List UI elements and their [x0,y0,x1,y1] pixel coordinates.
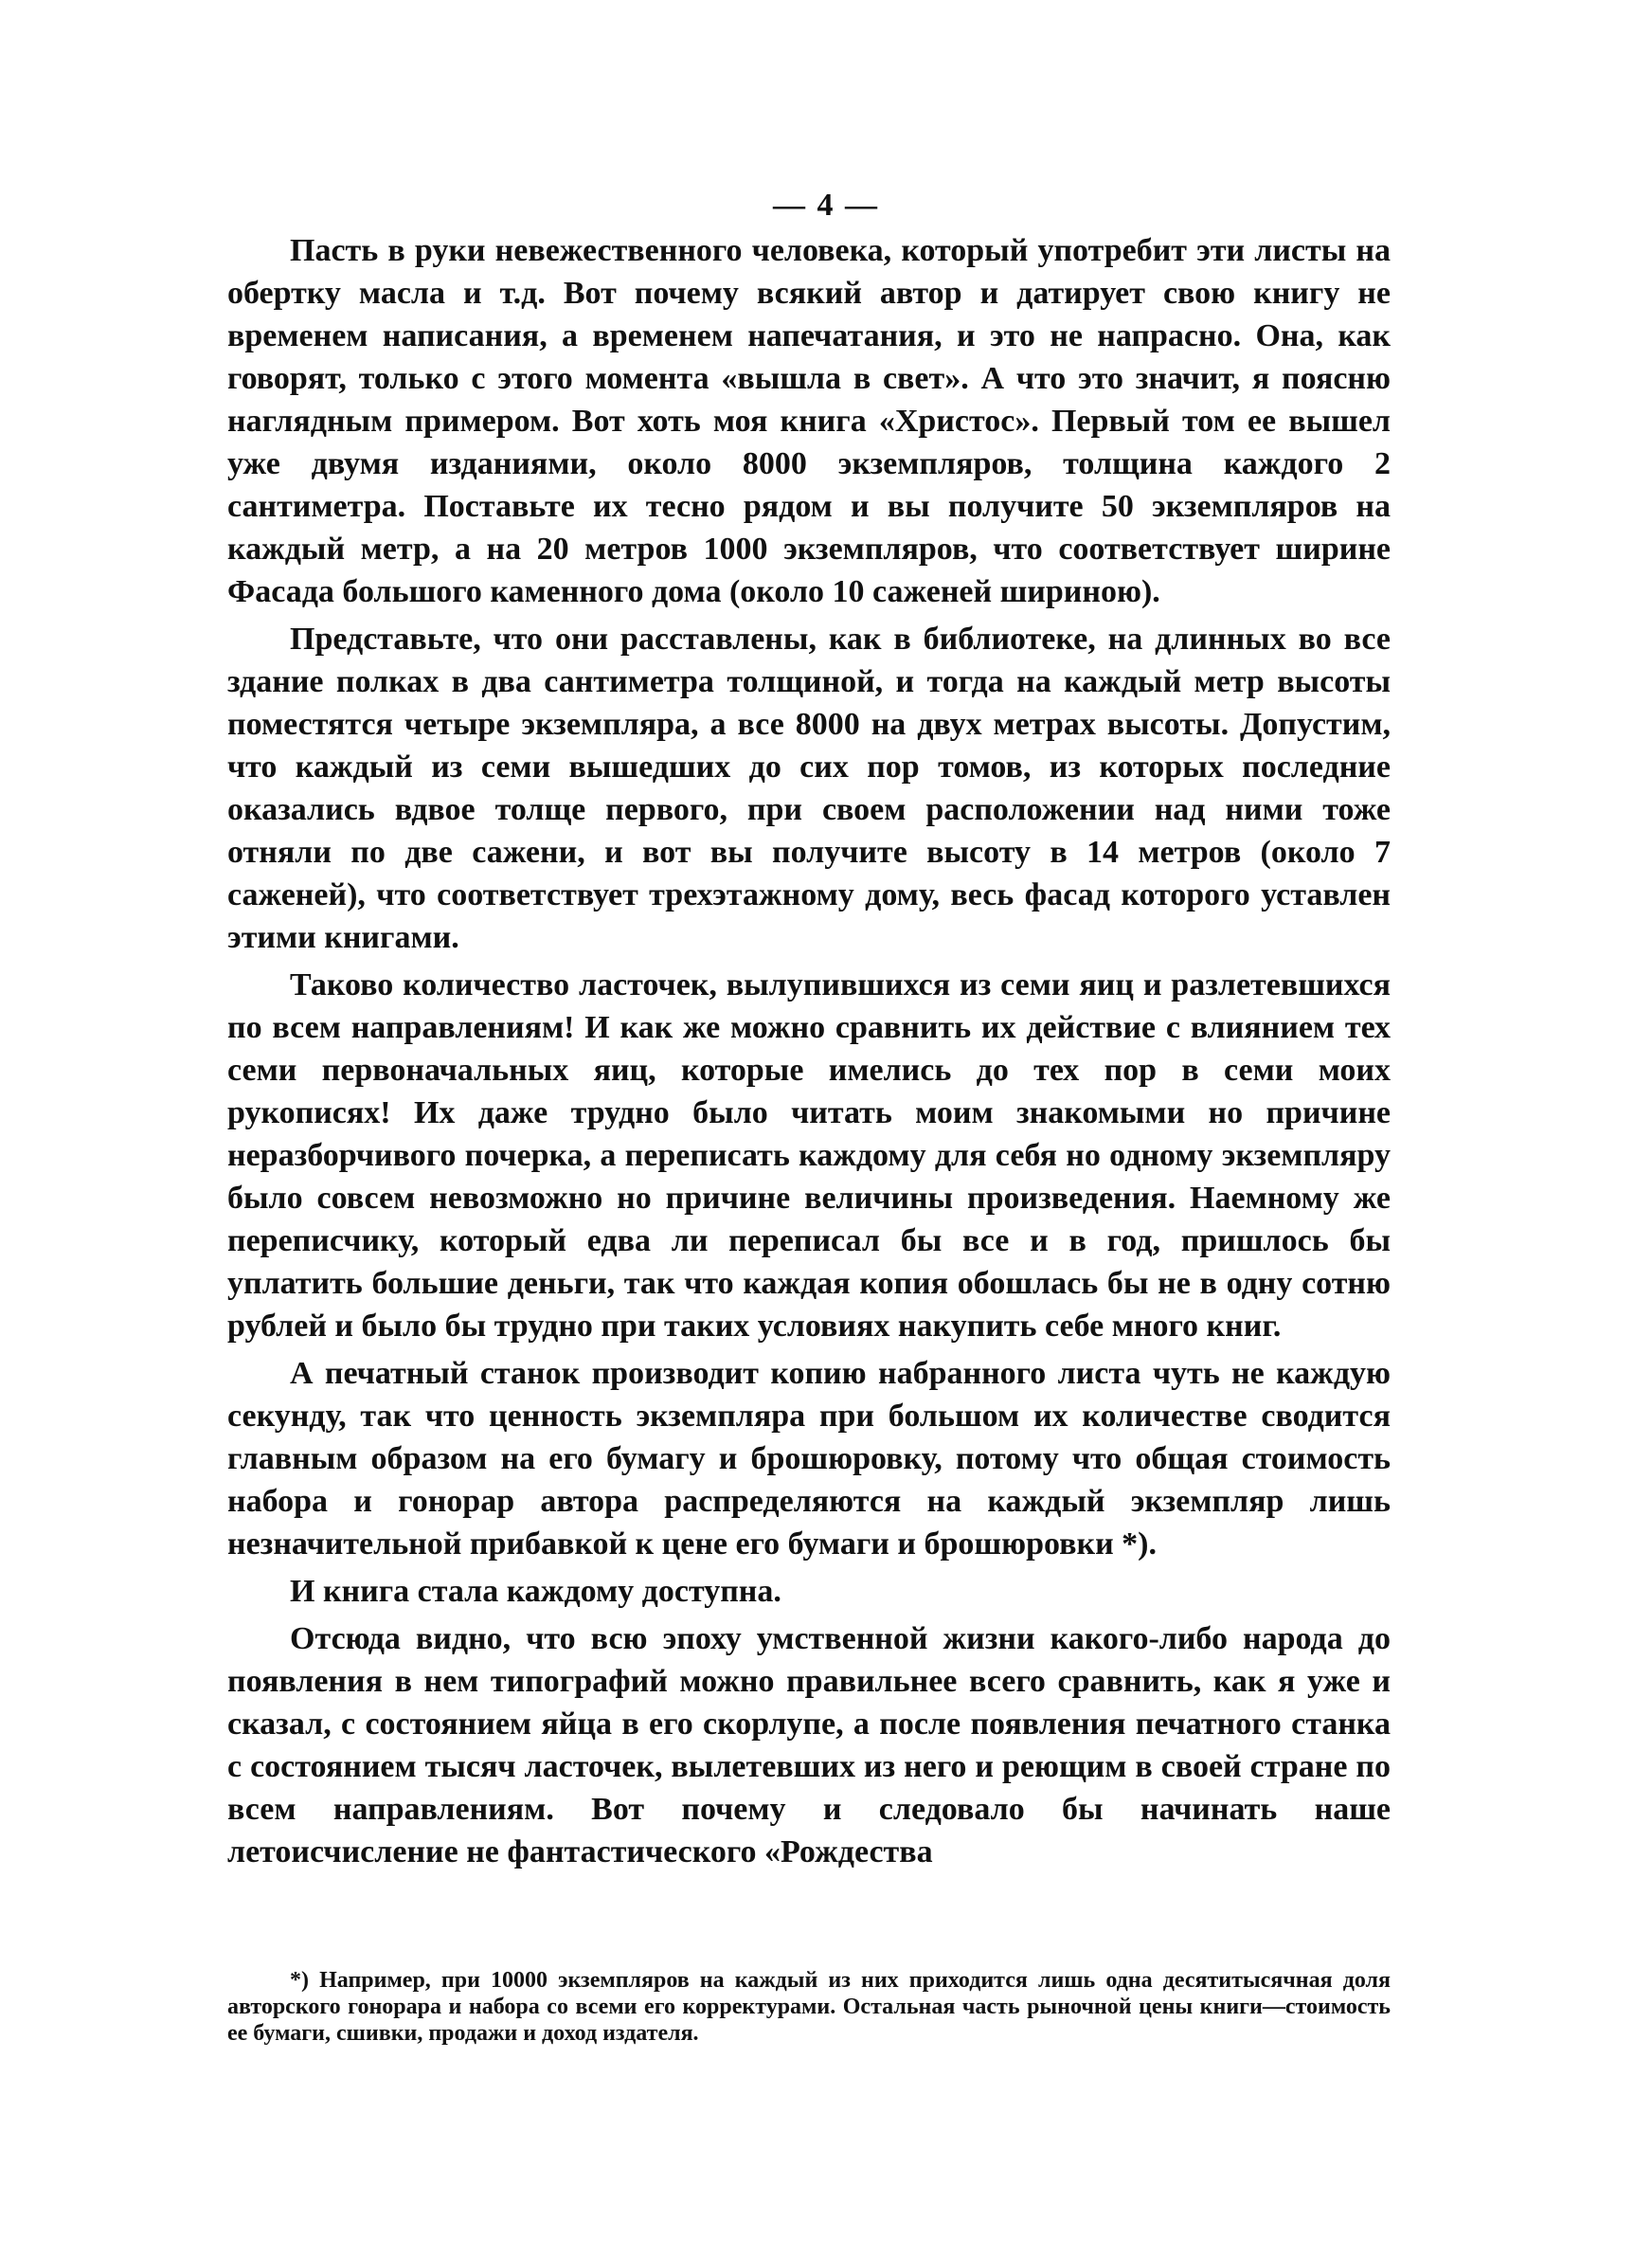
page-number: — 4 — [773,188,879,223]
footnote: *) Например, при 10000 экземпляров на каждый из них приходится лишь одна десятитысячная доля авторского гонорара и набора со всеми его корректурами. Остальная часть рыночной цены книги—стоимость ее бумаги, сшивки, продажи и доход издателя. [227,1968,1391,2046]
paragraph-6: Отсюда видно, что всю эпоху умственной жизни какого-либо народа до появления в нем типографий можно правильнее всего сравнить, как я уже и сказал, с состоянием яйца в его скорлупе, а после появления печатного станка с состоянием тысяч ласточек, вылетевших из него и реющим в своей стране по всем направлениям. Вот почему и следовало бы начинать наше летоисчисление не фантастического «Рождества [227,1621,1391,1869]
body-text [227,229,1391,1878]
paragraph-1: Пасть в руки невежественного человека, который употребит эти листы на обертку масла и т.д. Вот почему всякий автор и датирует свою книгу не временем написания, а временем напечатания, и это не напрасно. Она, как говорят, только с этого момента «вышла в свет». А что это значит, я поясню наглядным примером. Вот хоть моя книга «Христос». Первый том ее вышел уже двумя изданиями, около 8000 экземпляров, толщина каждого 2 сантиметра. Поставьте их тесно рядом и вы получите 50 экземпляров на каждый метр, а на 20 метров 1000 экземпляров, что соответствует ширине Фасада большого каменного дома (около 10 саженей шириною). [227,233,1391,609]
paragraph-5: И книга стала каждому доступна. [290,1574,781,1609]
paragraph-2: Представьте, что они расставлены, как в библиотеке, на длинных во все здание полках в два сантиметра толщиной, и тогда на каждый метр высоты поместятся четыре экземпляра, а все 8000 на двух метрах высоты. Допустим, что каждый из семи вышедших до сих пор томов, из которых последние оказались вдвое толще первого, при своем расположении над ними тоже отняли по две сажени, и вот вы получите высоту в 14 метров (около 7 саженей), что соответствует трехэтажному дому, весь фасад которого уставлен этими книгами. [227,622,1391,955]
paragraph-4: А печатный станок производит копию набранного листа чуть не каждую секунду, так что ценность экземпляра при большом их количестве сводится главным образом на его бумагу и брошюровку, потому что общая стоимость набора и гонорар автора распределяются на каждый экземпляр лишь незначительной прибавкой к цене его бумаги и брошюровки *). [227,1356,1391,1562]
paragraph-3: Таково количество ласточек, вылупившихся из семи яиц и разлетевшихся по всем направлениям! И как же можно сравнить их действие с влиянием тех семи первоначальных яиц, которые имелись до тех пор в семи моих рукописях! Их даже трудно было читать моим знакомыми но причине неразборчивого почерка, а переписать каждому для себя но одному экземпляру было совсем невозможно но причине величины произведения. Наемному же переписчику, который едва ли переписал бы все и в год, пришлось бы уплатить большие деньги, так что каждая копия обошлась бы не в одну сотню рублей и было бы трудно при таких условиях накупить себе много книг. [227,967,1391,1344]
